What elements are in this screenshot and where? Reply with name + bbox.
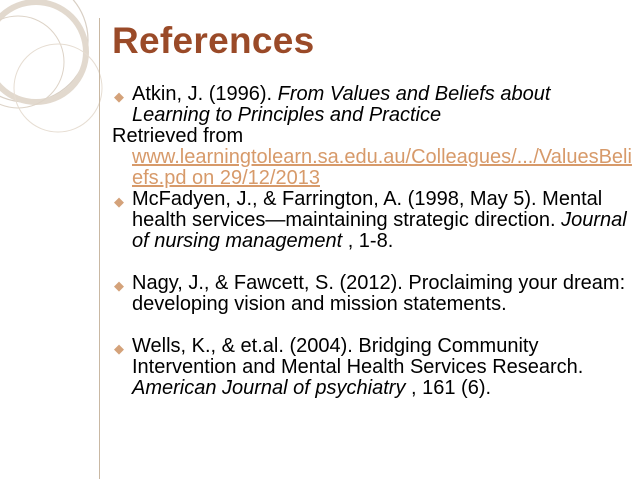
diamond-bullet-icon: [114, 275, 124, 296]
reference-item: ◆ Nagy, J., & Fawcett, S. (2012). Proclaiming your dream: developing vision and mission statements.: [112, 273, 632, 315]
reference-item: ◆ McFadyen, J., & Farrington, A. (1998, May 5). Mental health services—maintaining strategic direction. Journal of nursing management , 1-8.: [112, 189, 632, 252]
slide-title: References: [112, 20, 315, 61]
retrieved-label: Retrieved from: [112, 125, 244, 147]
vertical-divider: [99, 18, 100, 479]
reference-link[interactable]: www.learningtolearn.sa.edu.au/Colleagues/.../ValuesBeliefs.pd on 29/12/2013: [132, 146, 632, 189]
reference-item: ◆ Wells, K., & et.al. (2004). Bridging Community Intervention and Mental Health Services Research. American Journal of psychiatry , 161 (6).: [112, 336, 632, 399]
diamond-bullet-icon: [114, 86, 124, 107]
reference-link-line: [112, 147, 632, 189]
diamond-bullet-icon: [114, 191, 124, 212]
reference-item: ◆ Atkin, J. (1996). From Values and Beliefs about Learning to Principles and Practice: [112, 84, 632, 126]
references-list: [112, 84, 632, 399]
diamond-bullet-icon: [114, 338, 124, 359]
